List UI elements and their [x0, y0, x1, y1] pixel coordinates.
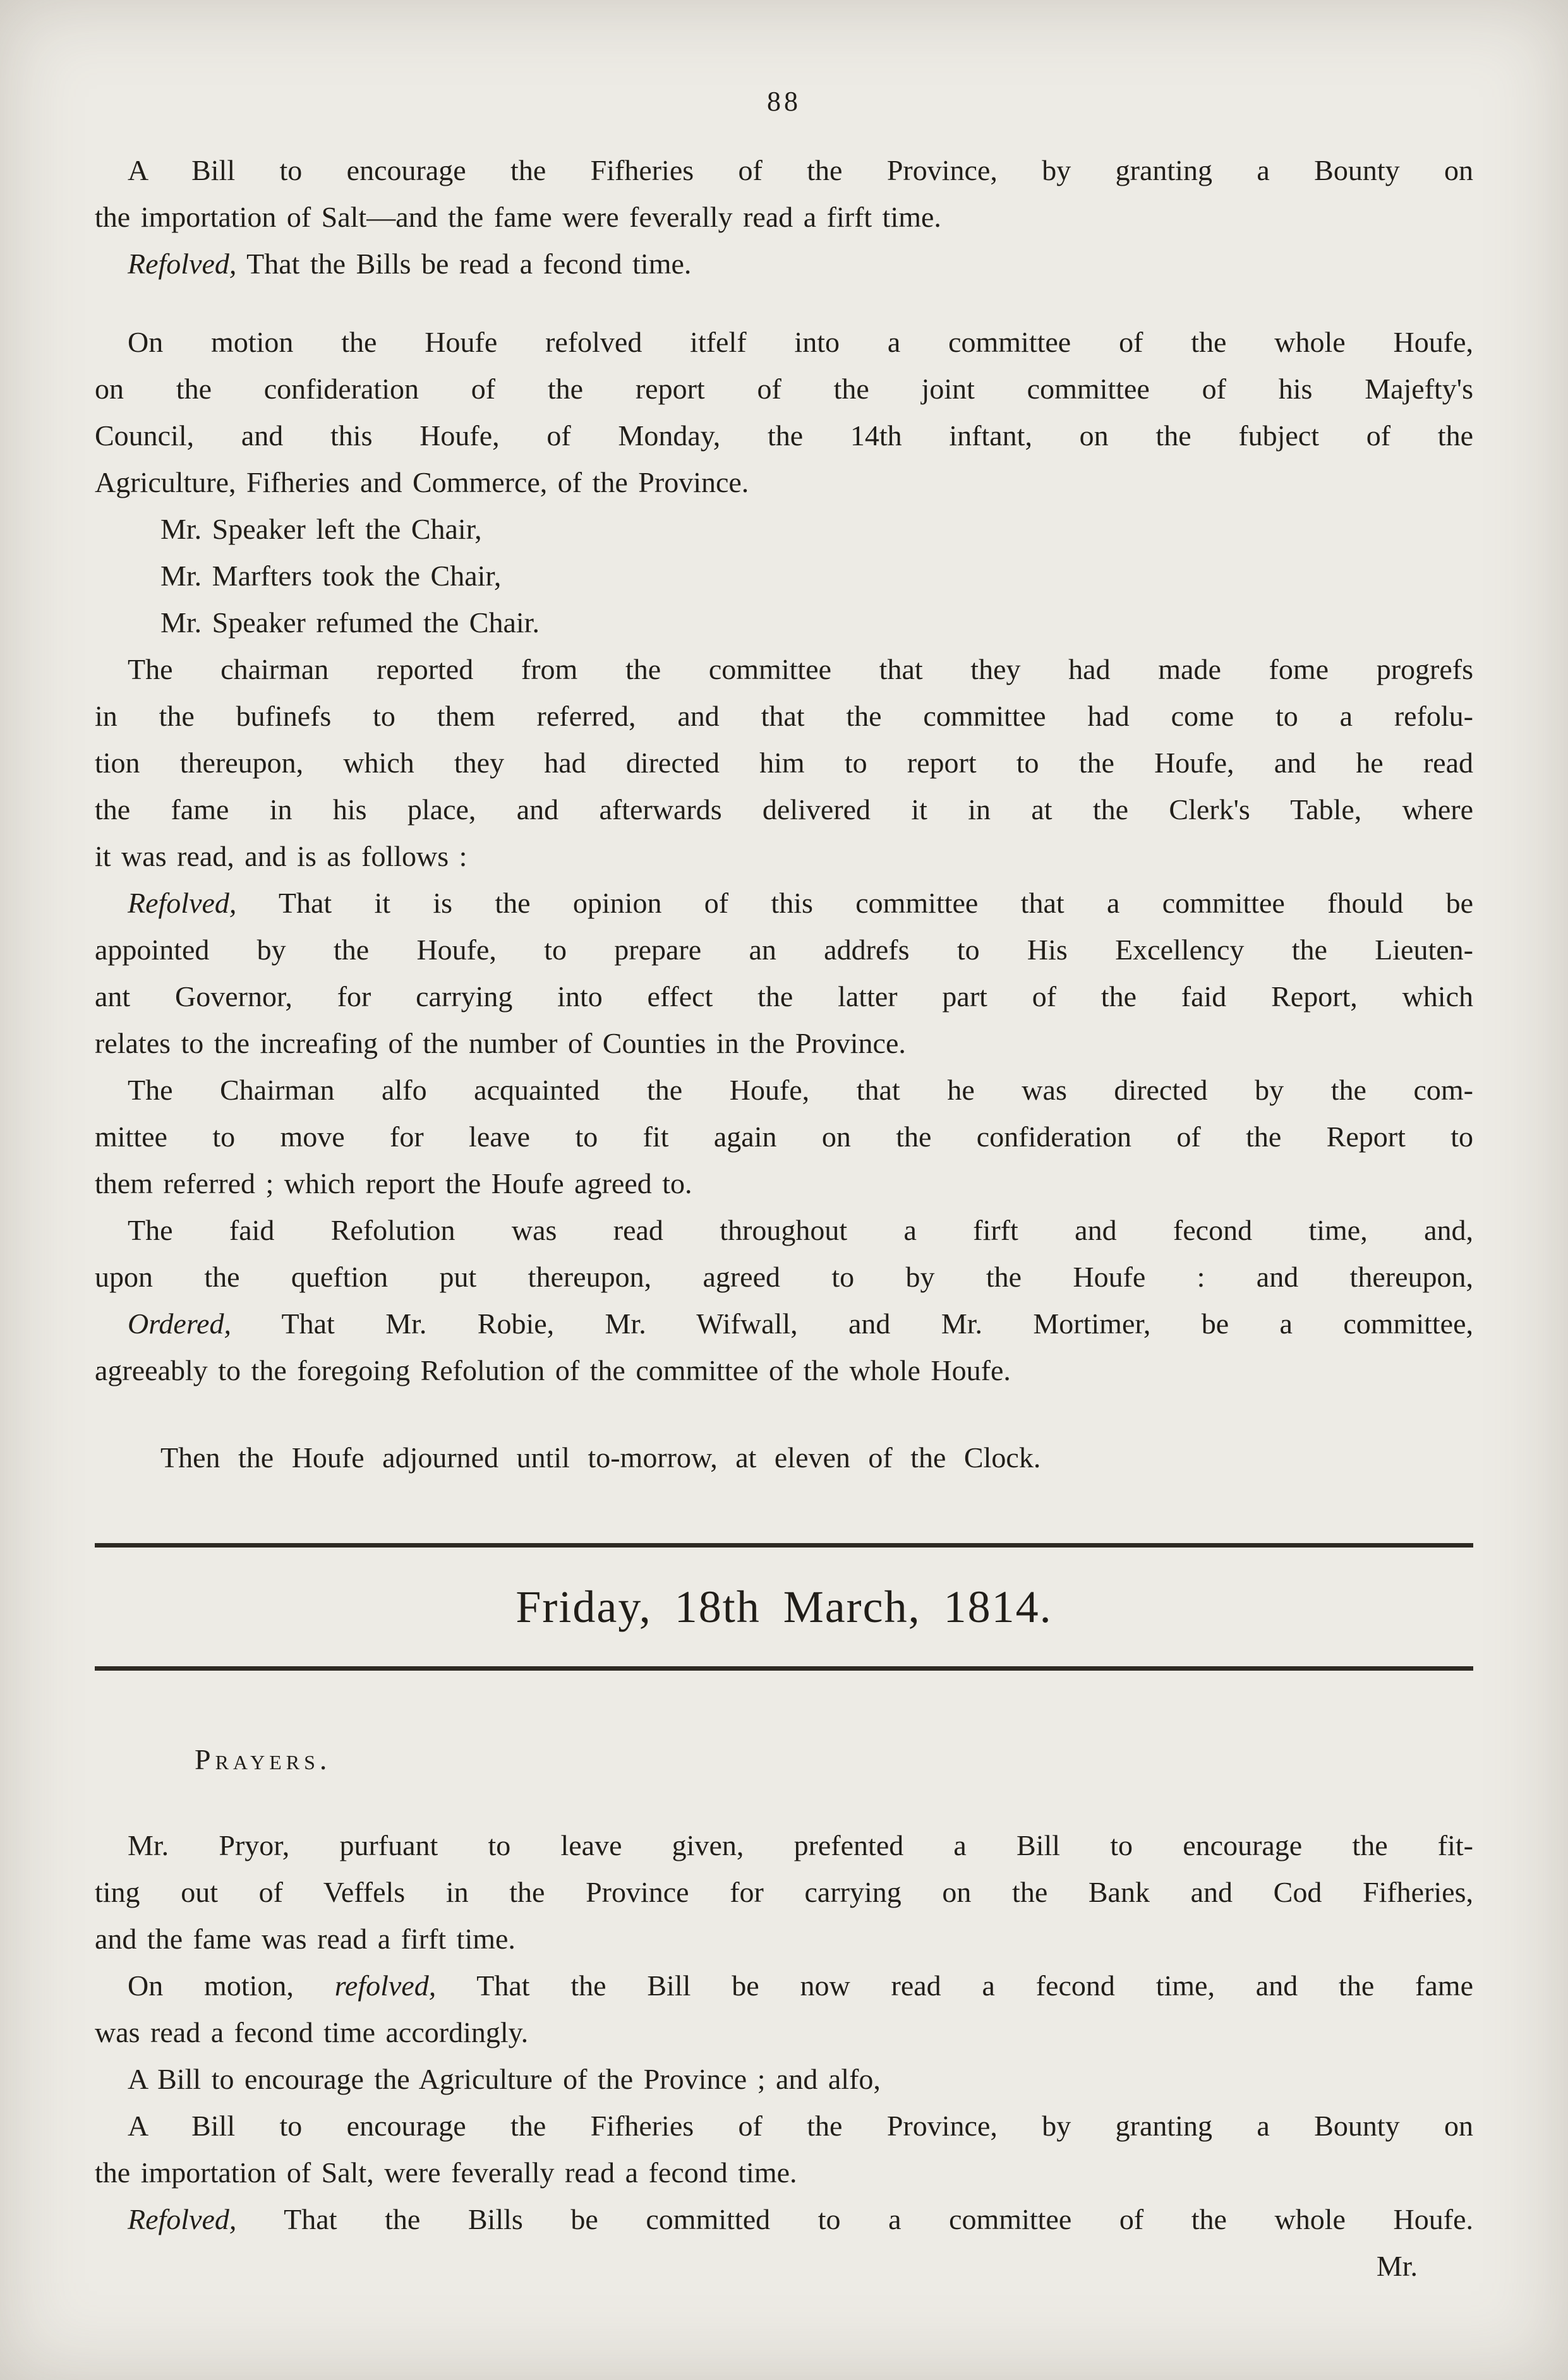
text-line	[95, 147, 1473, 194]
text-segment: That the Bills be read a fecond time.	[236, 248, 692, 280]
text-segment: Mr. Pryor, purfuant to leave given, prefented a Bill to encourage the fit-	[128, 1829, 1473, 1861]
text-segment: the importation of Salt—and the fame were feverally read a firft time.	[95, 201, 941, 233]
text-line	[95, 973, 1473, 1020]
text-line	[95, 366, 1473, 412]
text-segment: ting out of Veffels in the Province for carrying on the Bank and Cod Fifheries,	[95, 1876, 1473, 1908]
text-segment: On motion,	[128, 1969, 335, 2002]
italic-text-segment: Refolved,	[128, 248, 237, 280]
text-line	[95, 2103, 1473, 2149]
text-line	[95, 553, 1473, 599]
text-line	[95, 319, 1473, 366]
catchword: Mr.	[1376, 2250, 1418, 2282]
text-segment: mittee to move for leave to fit again on the confideration of the Report to	[95, 1121, 1473, 1153]
text-segment: That the Bill be now read a fecond time, and the fame	[436, 1969, 1473, 2002]
text-segment: upon the queftion put thereupon, agreed to by the Houfe : and thereupon,	[95, 1261, 1473, 1293]
text-line	[95, 1067, 1473, 1114]
text-line	[95, 1822, 1473, 1869]
text-line	[95, 1207, 1473, 1254]
text-line	[95, 1916, 1473, 1962]
text-segment: appointed by the Houfe, to prepare an addrefs to His Excellency the Lieuten-	[95, 934, 1473, 966]
text-segment: The chairman reported from the committee that they had made fome progrefs	[128, 653, 1473, 685]
text-segment: Council, and this Houfe, of Monday, the 14th inftant, on the fubject of the	[95, 419, 1473, 452]
text-line	[95, 1160, 1473, 1207]
text-segment: A Bill to encourage the Fifheries of the Province, by granting a Bounty on	[128, 2110, 1473, 2142]
text-segment: That it is the opinion of this committee that a committee fhould be	[236, 887, 1473, 919]
italic-text-segment: Refolved,	[128, 887, 237, 919]
text-line	[95, 599, 1473, 646]
text-segment: the importation of Salt, were feverally read a fecond time.	[95, 2156, 797, 2189]
text-line	[95, 2196, 1473, 2243]
text-line	[95, 786, 1473, 833]
text-segment: in the bufinefs to them referred, and that the committee had come to a refolu-	[95, 700, 1473, 732]
text-line	[95, 412, 1473, 459]
text-line	[95, 693, 1473, 740]
text-line	[95, 459, 1473, 506]
text-line	[95, 506, 1473, 553]
italic-text-segment: Refolved,	[128, 2203, 237, 2235]
text-segment: Mr. Speaker left the Chair,	[160, 513, 482, 545]
text-segment: tion thereupon, which they had directed him to report to the Houfe, and he read	[95, 747, 1473, 779]
paragraph-friday-proceedings	[95, 1822, 1473, 2243]
section-divider-bottom	[95, 1666, 1473, 1671]
text-line	[95, 2009, 1473, 2056]
text-segment: Mr. Speaker refumed the Chair.	[160, 606, 540, 639]
italic-text-segment: refolved,	[334, 1969, 437, 2002]
section-divider-top	[95, 1543, 1473, 1548]
adjournment-line: Then the Houfe adjourned until to-morrow, at eleven of the Clock.	[160, 1441, 1041, 1474]
text-segment: Mr. Marfters took the Chair,	[160, 560, 502, 592]
text-segment: relates to the increafing of the number of Counties in the Province.	[95, 1027, 906, 1059]
text-segment: and the fame was read a firft time.	[95, 1923, 516, 1955]
text-line	[95, 1301, 1473, 1347]
text-line	[95, 880, 1473, 927]
text-segment: A Bill to encourage the Agriculture of the Province ; and alfo,	[128, 2063, 881, 2095]
text-line	[95, 1114, 1473, 1160]
text-segment: Agriculture, Fifheries and Commerce, of the Province.	[95, 466, 749, 498]
text-line	[95, 241, 1473, 287]
text-segment: was read a fecond time accordingly.	[95, 2016, 529, 2048]
text-line	[95, 1020, 1473, 1067]
text-segment: agreeably to the foregoing Refolution of the committee of the whole Houfe.	[95, 1354, 1011, 1386]
text-segment: That Mr. Robie, Mr. Wifwall, and Mr. Mortimer, be a committee,	[231, 1307, 1473, 1340]
text-segment: it was read, and is as follows :	[95, 840, 467, 872]
text-segment: on the confideration of the report of the joint committee of his Majefty's	[95, 373, 1473, 405]
text-line	[95, 194, 1473, 241]
text-segment: That the Bills be committed to a committee of the whole Houfe.	[236, 2203, 1473, 2235]
text-segment: The Chairman alfo acquainted the Houfe, that he was directed by the com-	[128, 1074, 1473, 1106]
text-line	[95, 740, 1473, 786]
page-number: 88	[767, 86, 801, 117]
text-segment: the fame in his place, and afterwards delivered it in at the Clerk's Table, where	[95, 793, 1473, 826]
text-line	[95, 927, 1473, 973]
text-line	[95, 1962, 1473, 2009]
text-line	[95, 1347, 1473, 1394]
text-line	[95, 2149, 1473, 2196]
italic-text-segment: Ordered,	[128, 1307, 231, 1340]
paragraph-committee-whole-house	[95, 319, 1473, 1394]
text-line	[95, 2056, 1473, 2103]
text-segment: A Bill to encourage the Fifheries of the Province, by granting a Bounty on	[128, 154, 1473, 186]
prayers-label: Prayers.	[195, 1743, 332, 1776]
session-date-heading: Friday, 18th March, 1814.	[516, 1582, 1052, 1632]
text-segment: them referred ; which report the Houfe agreed to.	[95, 1167, 692, 1199]
text-line	[95, 1254, 1473, 1301]
text-line	[95, 833, 1473, 880]
paragraph-bills-first-reading	[95, 147, 1473, 287]
text-line	[95, 1869, 1473, 1916]
text-segment: ant Governor, for carrying into effect the latter part of the faid Report, which	[95, 980, 1473, 1013]
text-segment: The faid Refolution was read throughout a firft and fecond time, and,	[128, 1214, 1473, 1246]
text-segment: On motion the Houfe refolved itfelf into a committee of the whole Houfe,	[128, 326, 1473, 358]
text-line	[95, 646, 1473, 693]
